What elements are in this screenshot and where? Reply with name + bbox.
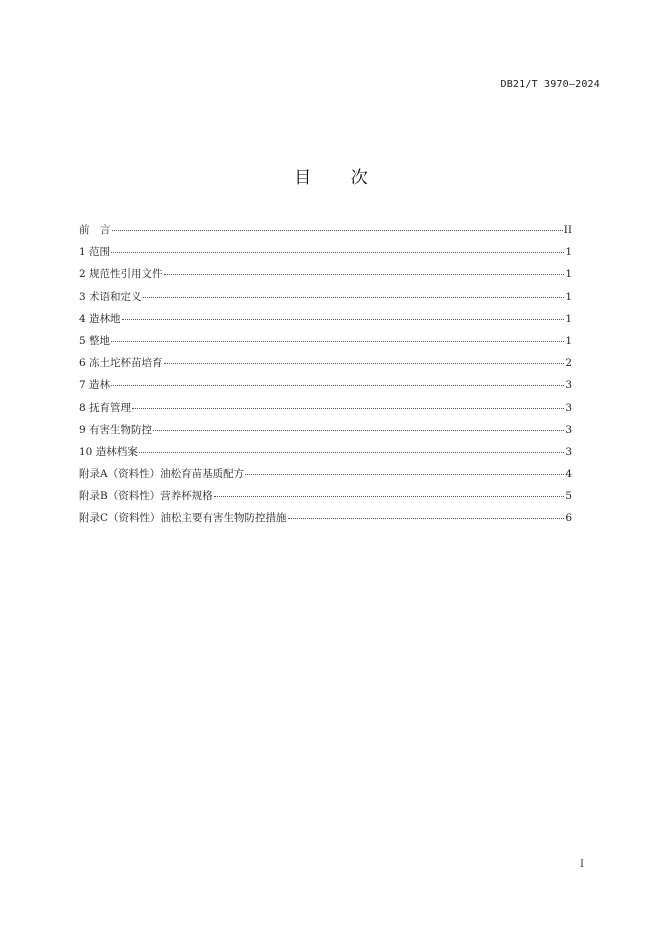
toc-entry-pest-control[interactable] xyxy=(79,423,572,445)
toc-entry-label: 附录C（资料性）油松主要有害生物防控措施 xyxy=(79,512,287,525)
toc-entry-label: 8 抚育管理 xyxy=(79,401,132,414)
toc-entry-page: 1 xyxy=(565,290,572,303)
toc-entry-afforestation-records[interactable] xyxy=(79,445,572,467)
dot-leader xyxy=(122,319,565,320)
toc-entry-label: 3 术语和定义 xyxy=(79,290,142,303)
dot-leader xyxy=(153,430,564,431)
dot-leader xyxy=(245,474,564,475)
toc-entry-page: 1 xyxy=(565,268,572,281)
dot-leader xyxy=(111,252,564,253)
toc-entry-page: 3 xyxy=(565,401,572,414)
toc-entry-scope[interactable] xyxy=(79,245,572,267)
toc-entry-page: 3 xyxy=(565,445,572,458)
dot-leader xyxy=(164,274,565,275)
toc-entry-page: 5 xyxy=(565,490,572,503)
toc-entry-appendix-a[interactable] xyxy=(79,467,572,489)
toc-entry-label: 5 整地 xyxy=(79,334,111,347)
toc-entry-appendix-b[interactable] xyxy=(79,489,572,511)
toc-entry-page: 3 xyxy=(565,423,572,436)
toc-entry-label: 1 范围 xyxy=(79,246,111,259)
dot-leader xyxy=(288,518,565,519)
toc-entry-page: 2 xyxy=(565,357,572,370)
toc-entry-page: II xyxy=(563,224,572,236)
dot-leader xyxy=(143,297,565,298)
toc-entry-label: 10 造林档案 xyxy=(79,445,138,458)
toc-entry-site-preparation[interactable] xyxy=(79,334,572,356)
dot-leader xyxy=(111,385,564,386)
toc-entry-label: 7 造林 xyxy=(79,379,111,392)
toc-entry-normative-references[interactable] xyxy=(79,267,572,289)
dot-leader xyxy=(112,230,563,231)
toc-entry-page: 1 xyxy=(565,246,572,259)
toc-entry-terms-definitions[interactable] xyxy=(79,290,572,312)
toc-entry-label: 4 造林地 xyxy=(79,312,121,325)
toc-entry-label: 附录A（资料性）油松育苗基质配方 xyxy=(79,468,245,481)
toc-entry-afforestation[interactable] xyxy=(79,378,572,400)
dot-leader xyxy=(132,408,564,409)
toc-entry-foreword[interactable] xyxy=(79,223,572,245)
toc-entry-tending-management[interactable] xyxy=(79,401,572,423)
toc-entry-label: 9 有害生物防控 xyxy=(79,423,153,436)
dot-leader xyxy=(139,452,565,453)
toc-entry-page: 1 xyxy=(565,334,572,347)
toc-entry-page: 1 xyxy=(565,312,572,325)
toc-entry-label: 附录B（资料性）营养杯规格 xyxy=(79,490,213,503)
toc-entry-label: 6 冻土坨杯苗培育 xyxy=(79,357,163,370)
toc-entry-page: 3 xyxy=(565,379,572,392)
dot-leader xyxy=(164,363,565,364)
dot-leader xyxy=(214,496,565,497)
toc-entry-label: 前 言 xyxy=(79,224,111,236)
dot-leader xyxy=(111,341,564,342)
toc-entry-page: 6 xyxy=(565,512,572,525)
toc-entry-appendix-c[interactable] xyxy=(79,511,572,533)
toc-entry-afforestation-land[interactable] xyxy=(79,312,572,334)
table-of-contents xyxy=(79,223,572,534)
toc-entry-seedling-cultivation[interactable] xyxy=(79,356,572,378)
toc-entry-page: 4 xyxy=(565,468,572,481)
page-number: I xyxy=(580,859,584,870)
standard-code: DB21/T 3970—2024 xyxy=(500,79,600,90)
toc-title: 目 次 xyxy=(294,168,385,188)
toc-entry-label: 2 规范性引用文件 xyxy=(79,268,163,281)
